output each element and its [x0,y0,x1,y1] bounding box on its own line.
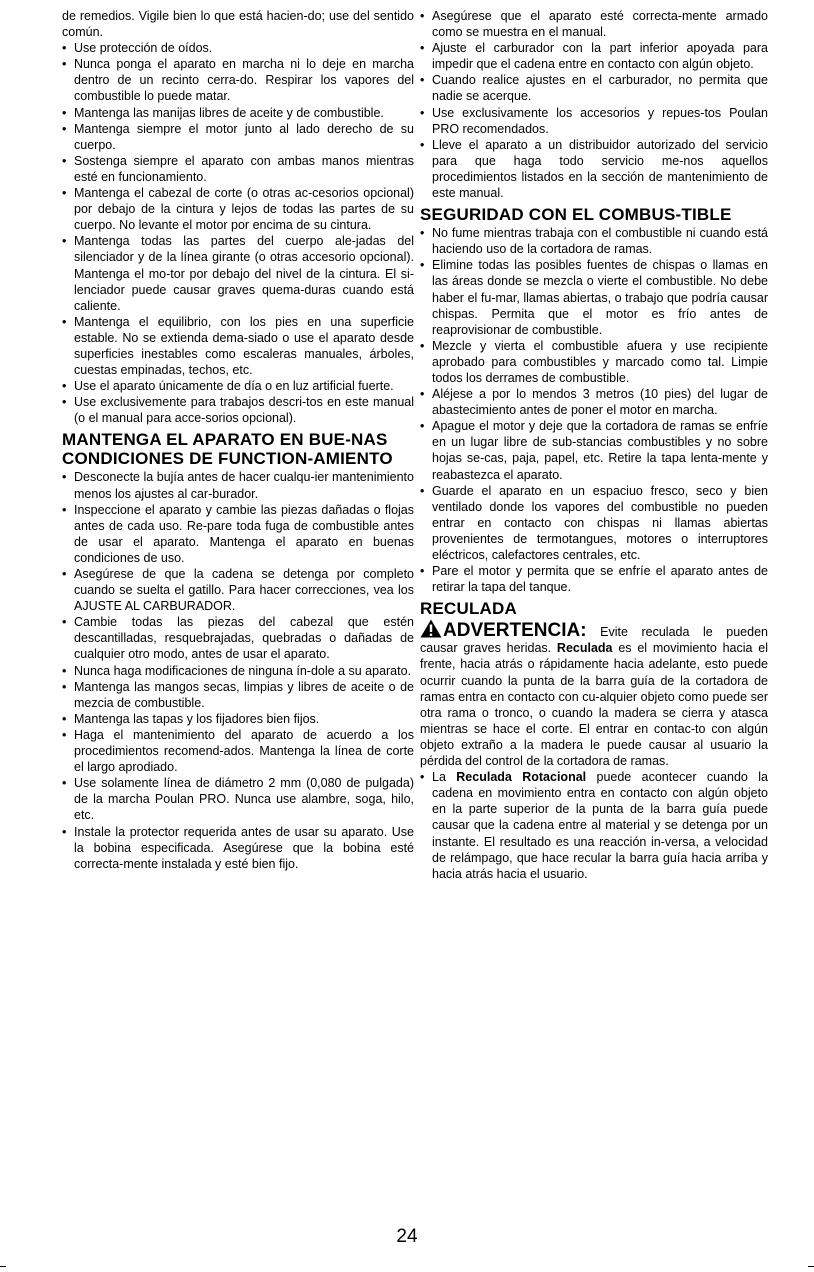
list-item: • Use protección de oídos. [62,40,414,56]
list-item: • Use el aparato únicamente de día o en luz artificial fuerte. [62,378,414,394]
rotational-kickback-term: Reculada Rotacional [456,770,587,785]
list-item: • Mantenga las tapas y los fijadores bien fijos. [62,711,414,727]
list-item [420,769,768,882]
warning-bold-term: Reculada [556,641,613,656]
right-column [420,8,768,882]
kickback-list [420,769,768,882]
warning-triangle-icon [420,619,442,638]
rotational-kickback-text: puede acontecer cuando la cadena en movimiento entra en contacto con algún objeto en la parte superior de la punta de la barra guía puede causar que la cadena entre al material y se detenga por un instante. El resultado es una reacción in-versa, a velocidad de relámpago, que hace recular la barra guía hacia arriba y hacia atrás hacia el usuario. [432,770,768,881]
list-item: • Asegúrese de que la cadena se detenga por completo cuando se suelta el gatillo. Para hacer correcciones, vea los AJUSTE AL CARBURADOR. [62,566,414,614]
list-item: • Cambie todas las piezas del cabezal que estén descantilladas, resquebrajadas, quebradas o dañadas de cualquier otro modo, antes de usar el aparato. [62,614,414,662]
list-item: • Nunca haga modificaciones de ninguna ín-dole a su aparato. [62,663,414,679]
list-item: • Instale la protector requerida antes de usar su aparato. Use la bobina especificada. Asegúrese que la bobina esté correcta-mente instalada y esté bien fijo. [62,824,414,872]
safety-list-1 [62,40,414,426]
section-heading-kickback: RECULADA [420,599,517,619]
list-item: • Inspeccione el aparato y cambie las piezas dañadas o flojas antes de cada uso. Re-pare toda fuga de combustible antes de usar el aparato. Mantenga el aparato en buenas condiciones de uso. [62,502,414,566]
list-item: • Desconecte la bujía antes de hacer cualqu-ier mantenimiento menos los ajustes al car-burador. [62,469,414,501]
list-item: • Nunca ponga el aparato en marcha ni lo deje en marcha dentro de un recinto cerra-do. Respirar los vapores del combustible lo puede matar. [62,56,414,104]
list-item: • Use exclusivamente los accesorios y repues-tos Poulan PRO recomendados. [420,105,768,137]
list-item: • Apague el motor y deje que la cortadora de ramas se enfríe en un lugar libre de sub-stancias combustibles y no sobre hojas se-cas, paja, papel, etc. Retire la tapa lenta-mente y reabastezca el aparato. [420,418,768,482]
warning-text-b: es el movimiento hacia el frente, hacia atrás o rápidamente hacia adelante, esto puede ocurrir cuando la punta de la barra guía de la cortadora de ramas entra en contacto con cu-alquier objeto como puede ser otra rama o tronco, o cuando la madera se cierra y atasca mientras se hace el corte. El entrar en contac-to con algún objeto extraño a la madera le puede causar al usuario la pérdida del control de la cortadora de ramas. [420,641,768,769]
list-item: • Mantenga las manijas libres de aceite y de combustible. [62,105,414,121]
list-item: • Aléjese a por lo mendos 3 metros (10 pies) del lugar de abastecimiento antes de poner el motor en marcha. [420,386,768,418]
list-item: • Haga el mantenimiento del aparato de acuerdo a los procedimientos recomend-ados. Mantenga la línea de corte el largo aprodiado. [62,727,414,775]
list-item: • Cuando realice ajustes en el carburador, no permita que nadie se acerque. [420,72,768,104]
list-item: • Asegúrese que el aparato esté correcta-mente armado como se muestra en el manual. [420,8,768,40]
list-item: • Mantenga las mangos secas, limpias y libres de aceite o de mezcia de combustible. [62,679,414,711]
list-item: • Ajuste el carburador con la part inferior apoyada para impedir que el cadena entre en contacto con algún objeto. [420,40,768,72]
list-item: • Mantenga el cabezal de corte (o otras ac-cesorios opcional) por debajo de la cintura y lejos de todas las partes de su cuerpo. No levante el motor por encima de su cintura. [62,185,414,233]
list-item: • Use solamente línea de diámetro 2 mm (0,080 de pulgada) de la marcha Poulan PRO. Nunca use alambre, soga, hilo, etc. [62,775,414,823]
warning-label: ADVERTENCIA: [443,620,587,642]
intro-text: de remedios. Vigile bien lo que está hacien-do; use del sentido común. [62,9,414,40]
left-column [62,8,414,872]
warning-paragraph [420,619,768,769]
list-item: • Mantenga siempre el motor junto al lado derecho de su cuerpo. [62,121,414,153]
crop-mark-right [808,1266,814,1267]
warning-text-a: Evite reculada le pueden causar graves heridas. [420,625,768,656]
list-item: • Guarde el aparato en un espaciuo fresco, seco y bien ventilado donde los vapores del combustible no pueden entrar en contacto con chispas ni llamas abiertas provenientes de termotangues, motores o interruptores eléctricos, calefactores centrales, etc. [420,483,768,563]
list-item: • Mezcle y vierta el combustible afuera y use recipiente aprobado para combustibles y marcado como tal. Limpie todos los derrames de combustible. [420,338,768,386]
list-item: • Pare el motor y permita que se enfríe el aparato antes de retirar la tapa del tanque. [420,563,768,595]
list-item: • Use exclusivemente para trabajos descri-tos en este manual (o el manual para acce-sorios opcional). [62,394,414,426]
assembly-list [420,8,768,201]
list-item: • Sostenga siempre el aparato con ambas manos mientras esté en funcionamiento. [62,153,414,185]
crop-mark-left [0,1266,6,1267]
section-heading-fuel-safety: SEGURIDAD CON EL COMBUS-TIBLE [420,205,732,225]
section-heading-maintenance: MANTENGA EL APARATO EN BUE-NAS CONDICIONES DE FUNCTION-AMIENTO [62,430,393,469]
list-item: • Mantenga el equilibrio, con los pies en una superficie estable. No se extienda dema-siado o use el aparato desde superficies inestables como escaleras manuales, árboles, cuestas empinadas, techos, etc. [62,314,414,378]
list-item: • Mantenga todas las partes del cuerpo ale-jadas del silenciador y de la línea girante (o otras accesorio opcional). Mantenga el mo-tor por debajo del nivel de la cintura. El si-lenciador puede causar graves quema-duras cuando está caliente. [62,233,414,313]
list-item: • No fume mientras trabaja con el combustible ni cuando está haciendo uso de la cortadora de ramas. [420,225,768,257]
maintenance-list [62,469,414,871]
list-item: • Elimine todas las posibles fuentes de chispas o llamas en las áreas donde se mezcla o vierte el combustible. No debe haber el fu-mar, llamas abiertas, o trabajo que podría causar chispas. Permita que el motor es frío antes de reaprovisionar de combustible. [420,257,768,337]
fuel-safety-list [420,225,768,595]
page-number: 24 [396,1226,418,1247]
rotational-kickback-prefix: La [432,770,457,785]
list-item: • Lleve el aparato a un distribuidor autorizado del servicio para que haga todo servicio me-nos aquellos procedimientos listados en la sección de mantenimiento de este manual. [420,137,768,201]
